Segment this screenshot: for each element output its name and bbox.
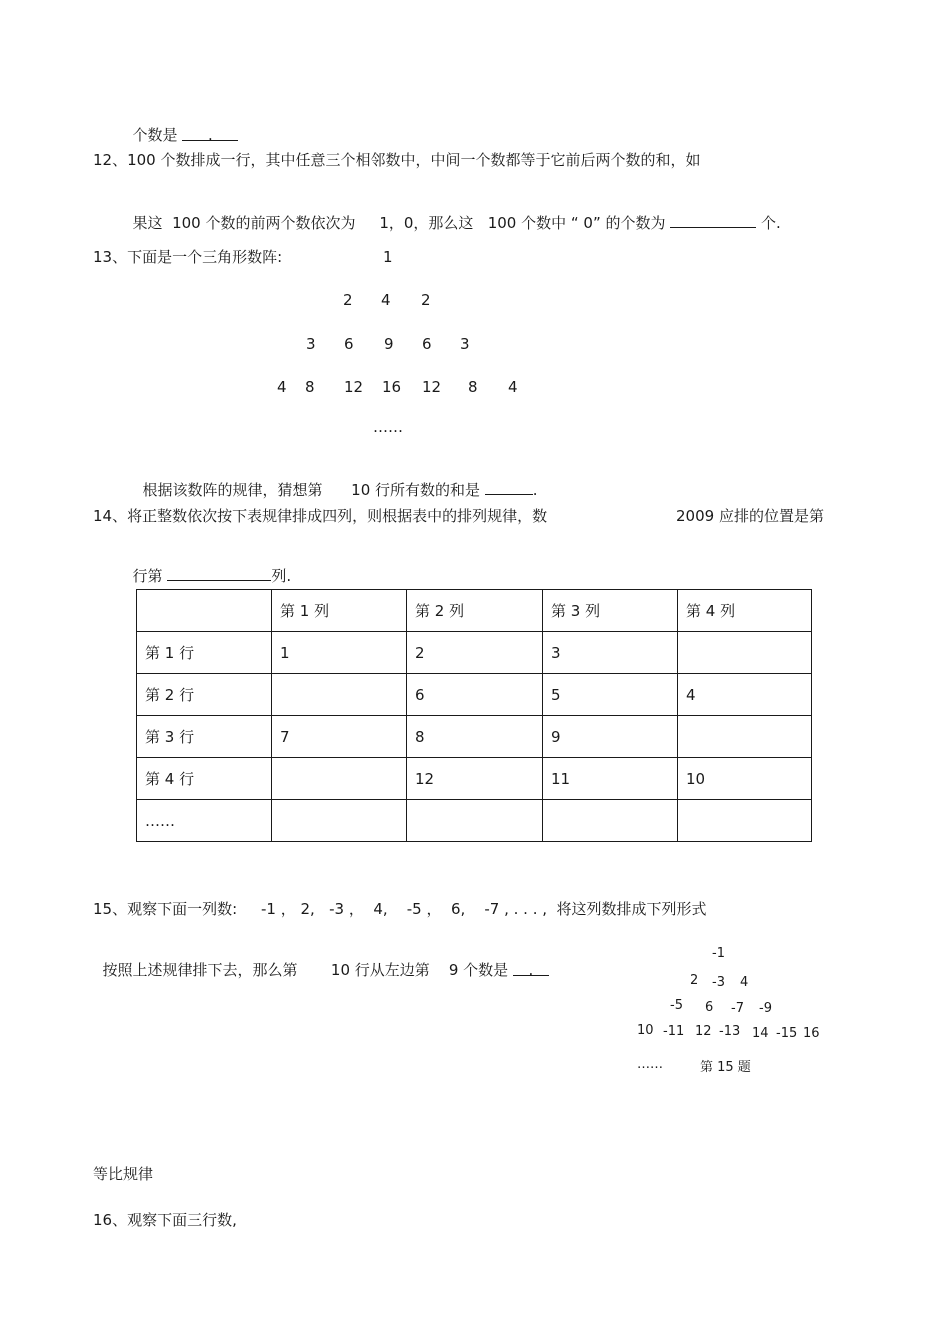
question-14-text: 行第	[132, 567, 168, 585]
answer-blank	[167, 566, 271, 581]
figure-number: -13	[719, 1024, 741, 1039]
table-header-cell: 第 2 列	[407, 590, 543, 632]
question-13-line: 13、下面是一个三角形数阵:	[93, 248, 283, 266]
answer-blank: .	[182, 126, 238, 141]
triangle-number: 2	[343, 291, 353, 309]
table-row	[137, 800, 812, 842]
table-row	[137, 632, 812, 674]
triangle-number: 12	[344, 378, 364, 396]
table-cell: 9	[543, 716, 678, 758]
triangle-ellipsis: ……	[373, 418, 403, 436]
figure-number: -11	[663, 1024, 685, 1039]
figure-number: -5	[670, 998, 683, 1013]
triangle-number: 3	[306, 335, 316, 353]
figure-number: 2	[690, 973, 699, 988]
triangle-number: 8	[305, 378, 315, 396]
table-cell: 10	[678, 758, 812, 800]
answer-blank: .	[513, 961, 549, 976]
triangle-number: 8	[468, 378, 478, 396]
question-14-line-2	[123, 548, 291, 585]
table-header-cell: 第 3 列	[543, 590, 678, 632]
figure-number: 4	[740, 975, 749, 990]
triangle-number: 4	[381, 291, 391, 309]
table-cell: 6	[407, 674, 543, 716]
question-13-text: 根据该数阵的规律，猜想第 10 行所有数的和是	[142, 481, 485, 499]
table-cell: 5	[543, 674, 678, 716]
table-row	[137, 674, 812, 716]
triangle-number: 4	[277, 378, 287, 396]
table-cell	[272, 758, 407, 800]
table-cell	[543, 800, 678, 842]
answer-blank	[485, 480, 533, 495]
figure-number: -9	[759, 1001, 772, 1016]
table-cell: 12	[407, 758, 543, 800]
figure-number: 16	[803, 1026, 820, 1041]
table-cell	[678, 632, 812, 674]
figure-number: 12	[695, 1024, 712, 1039]
table-cell: 第 1 行	[137, 632, 272, 674]
section-heading: 等比规律	[93, 1165, 154, 1183]
table-cell: ……	[137, 800, 272, 842]
table-cell: 2	[407, 632, 543, 674]
question-15-line-2	[93, 943, 549, 979]
table-cell: 第 4 行	[137, 758, 272, 800]
question-12-line-2	[123, 195, 781, 232]
triangle-number: 9	[384, 335, 394, 353]
question-12-end: 个.	[756, 214, 781, 232]
q11-tail-line	[123, 108, 238, 144]
figure-number: 14	[752, 1026, 769, 1041]
triangle-number: 1	[383, 248, 393, 266]
triangle-number: 6	[344, 335, 354, 353]
arrangement-table	[136, 589, 812, 842]
question-13-end: .	[532, 481, 538, 499]
table-cell: 3	[543, 632, 678, 674]
table-cell: 第 2 行	[137, 674, 272, 716]
figure-number: 6	[705, 1000, 714, 1015]
table-header-row	[137, 590, 812, 632]
table-cell	[678, 716, 812, 758]
triangle-number: 12	[422, 378, 442, 396]
figure-number: -3	[712, 975, 725, 990]
answer-blank	[670, 213, 756, 228]
question-14-line-1: 14、将正整数依次按下表规律排成四列，则根据表中的排列规律，数	[93, 507, 548, 525]
figure-number: 10	[637, 1023, 654, 1038]
figure-number: -7	[731, 1001, 744, 1016]
table-cell: 4	[678, 674, 812, 716]
triangle-number: 4	[508, 378, 518, 396]
table-cell	[678, 800, 812, 842]
question-15-text: 按照上述规律排下去，那么第 10 行从左边第 9 个数是	[102, 961, 513, 979]
table-row	[137, 758, 812, 800]
table-cell	[272, 674, 407, 716]
question-13-tail	[133, 462, 538, 499]
question-16-line: 16、观察下面三行数,	[93, 1211, 237, 1229]
figure-ellipsis: ……	[637, 1057, 663, 1072]
question-14-end: 列.	[271, 567, 292, 585]
question-12-text: 果这 100 个数的前两个数依次为 1，0，那么这 100 个数中 “ 0” 的个数为	[132, 214, 671, 232]
figure-number: -1	[712, 946, 725, 961]
table-cell: 1	[272, 632, 407, 674]
table-header-cell: 第 4 列	[678, 590, 812, 632]
question-14-line-1-end: 2009 应排的位置是第	[676, 507, 824, 525]
question-15-line-1: 15、观察下面一列数: -1 ， 2, -3 ， 4, -5 ， 6, -7 , . . . , 将这列数排成下列形式	[93, 900, 707, 918]
figure-caption: 第 15 题	[700, 1060, 751, 1075]
question-12-line-1: 12、100 个数排成一行，其中任意三个相邻数中，中间一个数都等于它前后两个数的和，如	[93, 151, 701, 169]
table-cell: 8	[407, 716, 543, 758]
triangle-number: 6	[422, 335, 432, 353]
table-cell	[272, 800, 407, 842]
table-cell: 第 3 行	[137, 716, 272, 758]
table-header-cell: 第 1 列	[272, 590, 407, 632]
triangle-number: 16	[382, 378, 402, 396]
table-header-cell	[137, 590, 272, 632]
table-cell: 11	[543, 758, 678, 800]
triangle-number: 2	[421, 291, 431, 309]
q11-tail-text: 个数是	[132, 126, 183, 144]
triangle-number: 3	[460, 335, 470, 353]
table-row	[137, 716, 812, 758]
figure-number: -15	[776, 1026, 798, 1041]
table-cell: 7	[272, 716, 407, 758]
table-cell	[407, 800, 543, 842]
